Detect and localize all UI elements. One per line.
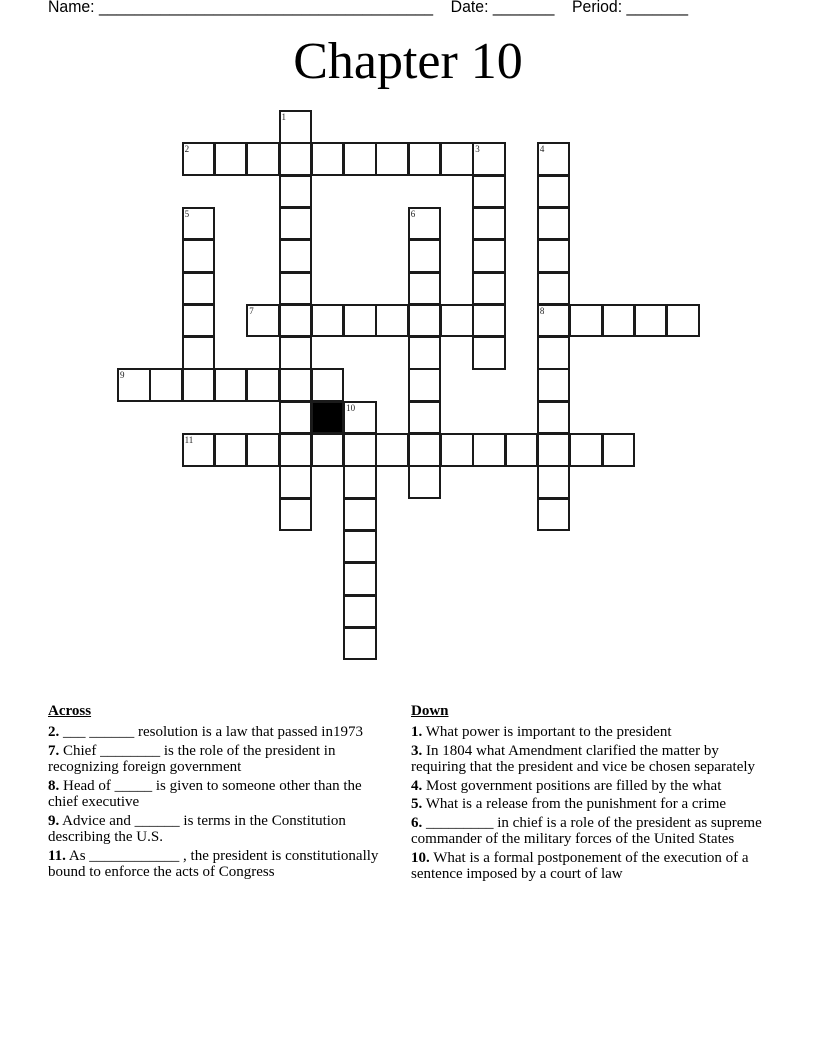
grid-cell[interactable] bbox=[279, 239, 313, 273]
name-blank[interactable]: ______________________________________ bbox=[94, 0, 438, 16]
grid-cell[interactable] bbox=[634, 304, 668, 338]
grid-cell[interactable] bbox=[279, 207, 313, 241]
grid-cell[interactable] bbox=[311, 142, 345, 176]
grid-cell[interactable] bbox=[117, 368, 151, 402]
clue-text: What is a formal postponement of the execution of a sentence imposed by a court of law bbox=[411, 849, 749, 882]
clue-text: As ____________ , the president is constitutionally bound to enforce the acts of Congress bbox=[48, 847, 379, 880]
clue-number: 9. bbox=[48, 812, 60, 829]
clue-number-label: 1 bbox=[281, 112, 286, 122]
period-blank[interactable]: _______ bbox=[622, 0, 689, 16]
grid-cell[interactable] bbox=[537, 433, 571, 467]
grid-cell[interactable] bbox=[214, 433, 248, 467]
grid-cell[interactable] bbox=[246, 368, 280, 402]
clue-text: _________ in chief is a role of the president as supreme commander of the military forces of the United States bbox=[411, 814, 762, 847]
grid-cell[interactable] bbox=[246, 142, 280, 176]
grid-cell[interactable] bbox=[472, 239, 506, 273]
grid-cell[interactable] bbox=[343, 401, 377, 435]
grid-cell[interactable] bbox=[408, 336, 442, 370]
clue-number: 2. bbox=[48, 724, 60, 740]
grid-cell[interactable] bbox=[311, 433, 345, 467]
clue-down-1 bbox=[411, 724, 771, 741]
clue-text: What power is important to the president bbox=[422, 724, 672, 740]
grid-cell[interactable] bbox=[602, 304, 636, 338]
grid-cell[interactable] bbox=[214, 142, 248, 176]
clue-text: ___ ______ resolution is a law that passed in1973 bbox=[59, 724, 363, 740]
page-title: Chapter 10 bbox=[293, 33, 523, 90]
period-label: Period: bbox=[558, 0, 623, 16]
grid-cell[interactable] bbox=[408, 272, 442, 306]
clue-down-4 bbox=[411, 778, 771, 795]
clue-text: Advice and ______ is terms in the Constitution describing the U.S. bbox=[48, 812, 346, 845]
grid-cell[interactable] bbox=[666, 304, 700, 338]
clue-number: 3. bbox=[411, 742, 423, 759]
grid-cell[interactable] bbox=[279, 272, 313, 306]
grid-cell[interactable] bbox=[182, 142, 216, 176]
down-clues bbox=[411, 702, 771, 885]
grid-cell[interactable] bbox=[537, 207, 571, 241]
grid-cell[interactable] bbox=[279, 401, 313, 435]
clue-number-label: 2 bbox=[184, 144, 190, 155]
clue-number: 5. bbox=[411, 796, 423, 812]
clue-text: Head of _____ is given to someone other than the chief executive bbox=[48, 777, 362, 810]
grid-cell[interactable] bbox=[569, 304, 603, 338]
date-blank[interactable]: _______ bbox=[488, 0, 559, 16]
black-cell bbox=[311, 401, 345, 435]
clue-across-2 bbox=[48, 724, 393, 741]
grid-cell[interactable] bbox=[343, 562, 377, 596]
clue-number-label: 4 bbox=[539, 144, 545, 155]
grid-cell[interactable] bbox=[472, 207, 506, 241]
grid-cell[interactable] bbox=[343, 498, 377, 532]
clue-number: 4. bbox=[411, 777, 423, 794]
clue-number-label: 9 bbox=[120, 370, 125, 381]
clue-down-3 bbox=[411, 743, 771, 776]
grid-cell[interactable] bbox=[182, 272, 216, 306]
clue-number: 11. bbox=[48, 847, 66, 864]
grid-cell[interactable] bbox=[408, 368, 442, 402]
clue-across-8 bbox=[48, 778, 393, 811]
grid-cell[interactable] bbox=[472, 142, 506, 176]
grid-cell[interactable] bbox=[182, 368, 216, 402]
grid-cell[interactable] bbox=[279, 175, 313, 209]
grid-cell[interactable] bbox=[537, 368, 571, 402]
down-heading: Down bbox=[411, 703, 449, 719]
clue-down-5 bbox=[411, 796, 771, 813]
clue-across-7 bbox=[48, 743, 393, 776]
clue-text: What is a release from the punishment for a crime bbox=[422, 796, 727, 812]
grid-cell[interactable] bbox=[279, 433, 313, 467]
grid-cell[interactable] bbox=[375, 142, 409, 176]
grid-cell[interactable] bbox=[472, 272, 506, 306]
grid-cell[interactable] bbox=[537, 465, 571, 499]
grid-cell[interactable] bbox=[279, 498, 313, 532]
grid-cell[interactable] bbox=[472, 175, 506, 209]
grid-cell[interactable] bbox=[505, 433, 539, 467]
grid-cell[interactable] bbox=[343, 142, 377, 176]
grid-cell[interactable] bbox=[343, 595, 377, 629]
clue-down-6 bbox=[411, 815, 771, 848]
grid-cell[interactable] bbox=[602, 433, 636, 467]
grid-cell[interactable] bbox=[182, 336, 216, 370]
grid-cell[interactable] bbox=[246, 304, 280, 338]
grid-cell[interactable] bbox=[408, 465, 442, 499]
grid-cell[interactable] bbox=[214, 368, 248, 402]
grid-cell[interactable] bbox=[343, 465, 377, 499]
clue-number-label: 6 bbox=[410, 208, 416, 219]
clue-number: 8. bbox=[48, 777, 60, 794]
grid-cell[interactable] bbox=[343, 627, 377, 661]
date-label: Date: bbox=[437, 0, 489, 16]
grid-cell[interactable] bbox=[343, 304, 377, 338]
grid-cell[interactable] bbox=[311, 304, 345, 338]
name-label: Name: bbox=[48, 0, 95, 16]
grid-cell[interactable] bbox=[279, 142, 313, 176]
grid-cell[interactable] bbox=[279, 336, 313, 370]
clue-across-9 bbox=[48, 813, 393, 846]
grid-cell[interactable] bbox=[408, 433, 442, 467]
clue-text: In 1804 what Amendment clarified the matter by requiring that the president and vice be chosen separately bbox=[411, 742, 756, 775]
grid-cell[interactable] bbox=[537, 239, 571, 273]
grid-cell[interactable] bbox=[279, 110, 313, 144]
grid-cell[interactable] bbox=[279, 304, 313, 338]
grid-cell[interactable] bbox=[182, 239, 216, 273]
grid-cell[interactable] bbox=[440, 433, 474, 467]
grid-cell[interactable] bbox=[440, 142, 474, 176]
grid-cell[interactable] bbox=[182, 433, 216, 467]
clue-text: Chief ________ is the role of the president in recognizing foreign government bbox=[48, 742, 336, 775]
clue-across-11 bbox=[48, 848, 393, 881]
grid-cell[interactable] bbox=[182, 207, 216, 241]
grid-cell[interactable] bbox=[472, 336, 506, 370]
grid-cell[interactable] bbox=[537, 498, 571, 532]
clue-number-label: 11 bbox=[184, 435, 194, 445]
grid-cell[interactable] bbox=[279, 368, 313, 402]
across-heading: Across bbox=[48, 703, 92, 719]
across-clues bbox=[48, 702, 393, 883]
grid-cell[interactable] bbox=[537, 304, 571, 338]
clue-number: 7. bbox=[48, 742, 60, 759]
grid-cell[interactable] bbox=[472, 304, 506, 338]
grid-cell[interactable] bbox=[149, 368, 183, 402]
grid-cell[interactable] bbox=[311, 368, 345, 402]
clue-number-label: 5 bbox=[184, 208, 190, 219]
grid-cell[interactable] bbox=[569, 433, 603, 467]
grid-cell[interactable] bbox=[343, 433, 377, 467]
grid-cell[interactable] bbox=[408, 401, 442, 435]
grid-cell[interactable] bbox=[472, 433, 506, 467]
grid-cell[interactable] bbox=[246, 433, 280, 467]
grid-cell[interactable] bbox=[537, 336, 571, 370]
grid-cell[interactable] bbox=[343, 530, 377, 564]
grid-cell[interactable] bbox=[375, 304, 409, 338]
clue-number-label: 7 bbox=[249, 305, 254, 316]
grid-cell[interactable] bbox=[440, 304, 474, 338]
grid-cell[interactable] bbox=[537, 142, 571, 176]
clue-text: Most government positions are filled by the what bbox=[422, 777, 722, 794]
clue-down-10 bbox=[411, 850, 771, 883]
grid-cell[interactable] bbox=[408, 304, 442, 338]
clue-number-label: 8 bbox=[539, 305, 545, 316]
grid-cell[interactable] bbox=[279, 465, 313, 499]
grid-cell[interactable] bbox=[182, 304, 216, 338]
grid-cell[interactable] bbox=[537, 175, 571, 209]
grid-cell[interactable] bbox=[537, 401, 571, 435]
grid-cell[interactable] bbox=[408, 207, 442, 241]
grid-cell[interactable] bbox=[408, 239, 442, 273]
grid-cell[interactable] bbox=[375, 433, 409, 467]
grid-cell[interactable] bbox=[537, 272, 571, 306]
grid-cell[interactable] bbox=[408, 142, 442, 176]
clue-number: 10. bbox=[411, 849, 430, 866]
clue-number: 6. bbox=[411, 814, 423, 831]
clue-number: 1. bbox=[411, 724, 423, 740]
clue-number-label: 3 bbox=[475, 144, 480, 155]
clue-number-label: 10 bbox=[346, 402, 356, 413]
